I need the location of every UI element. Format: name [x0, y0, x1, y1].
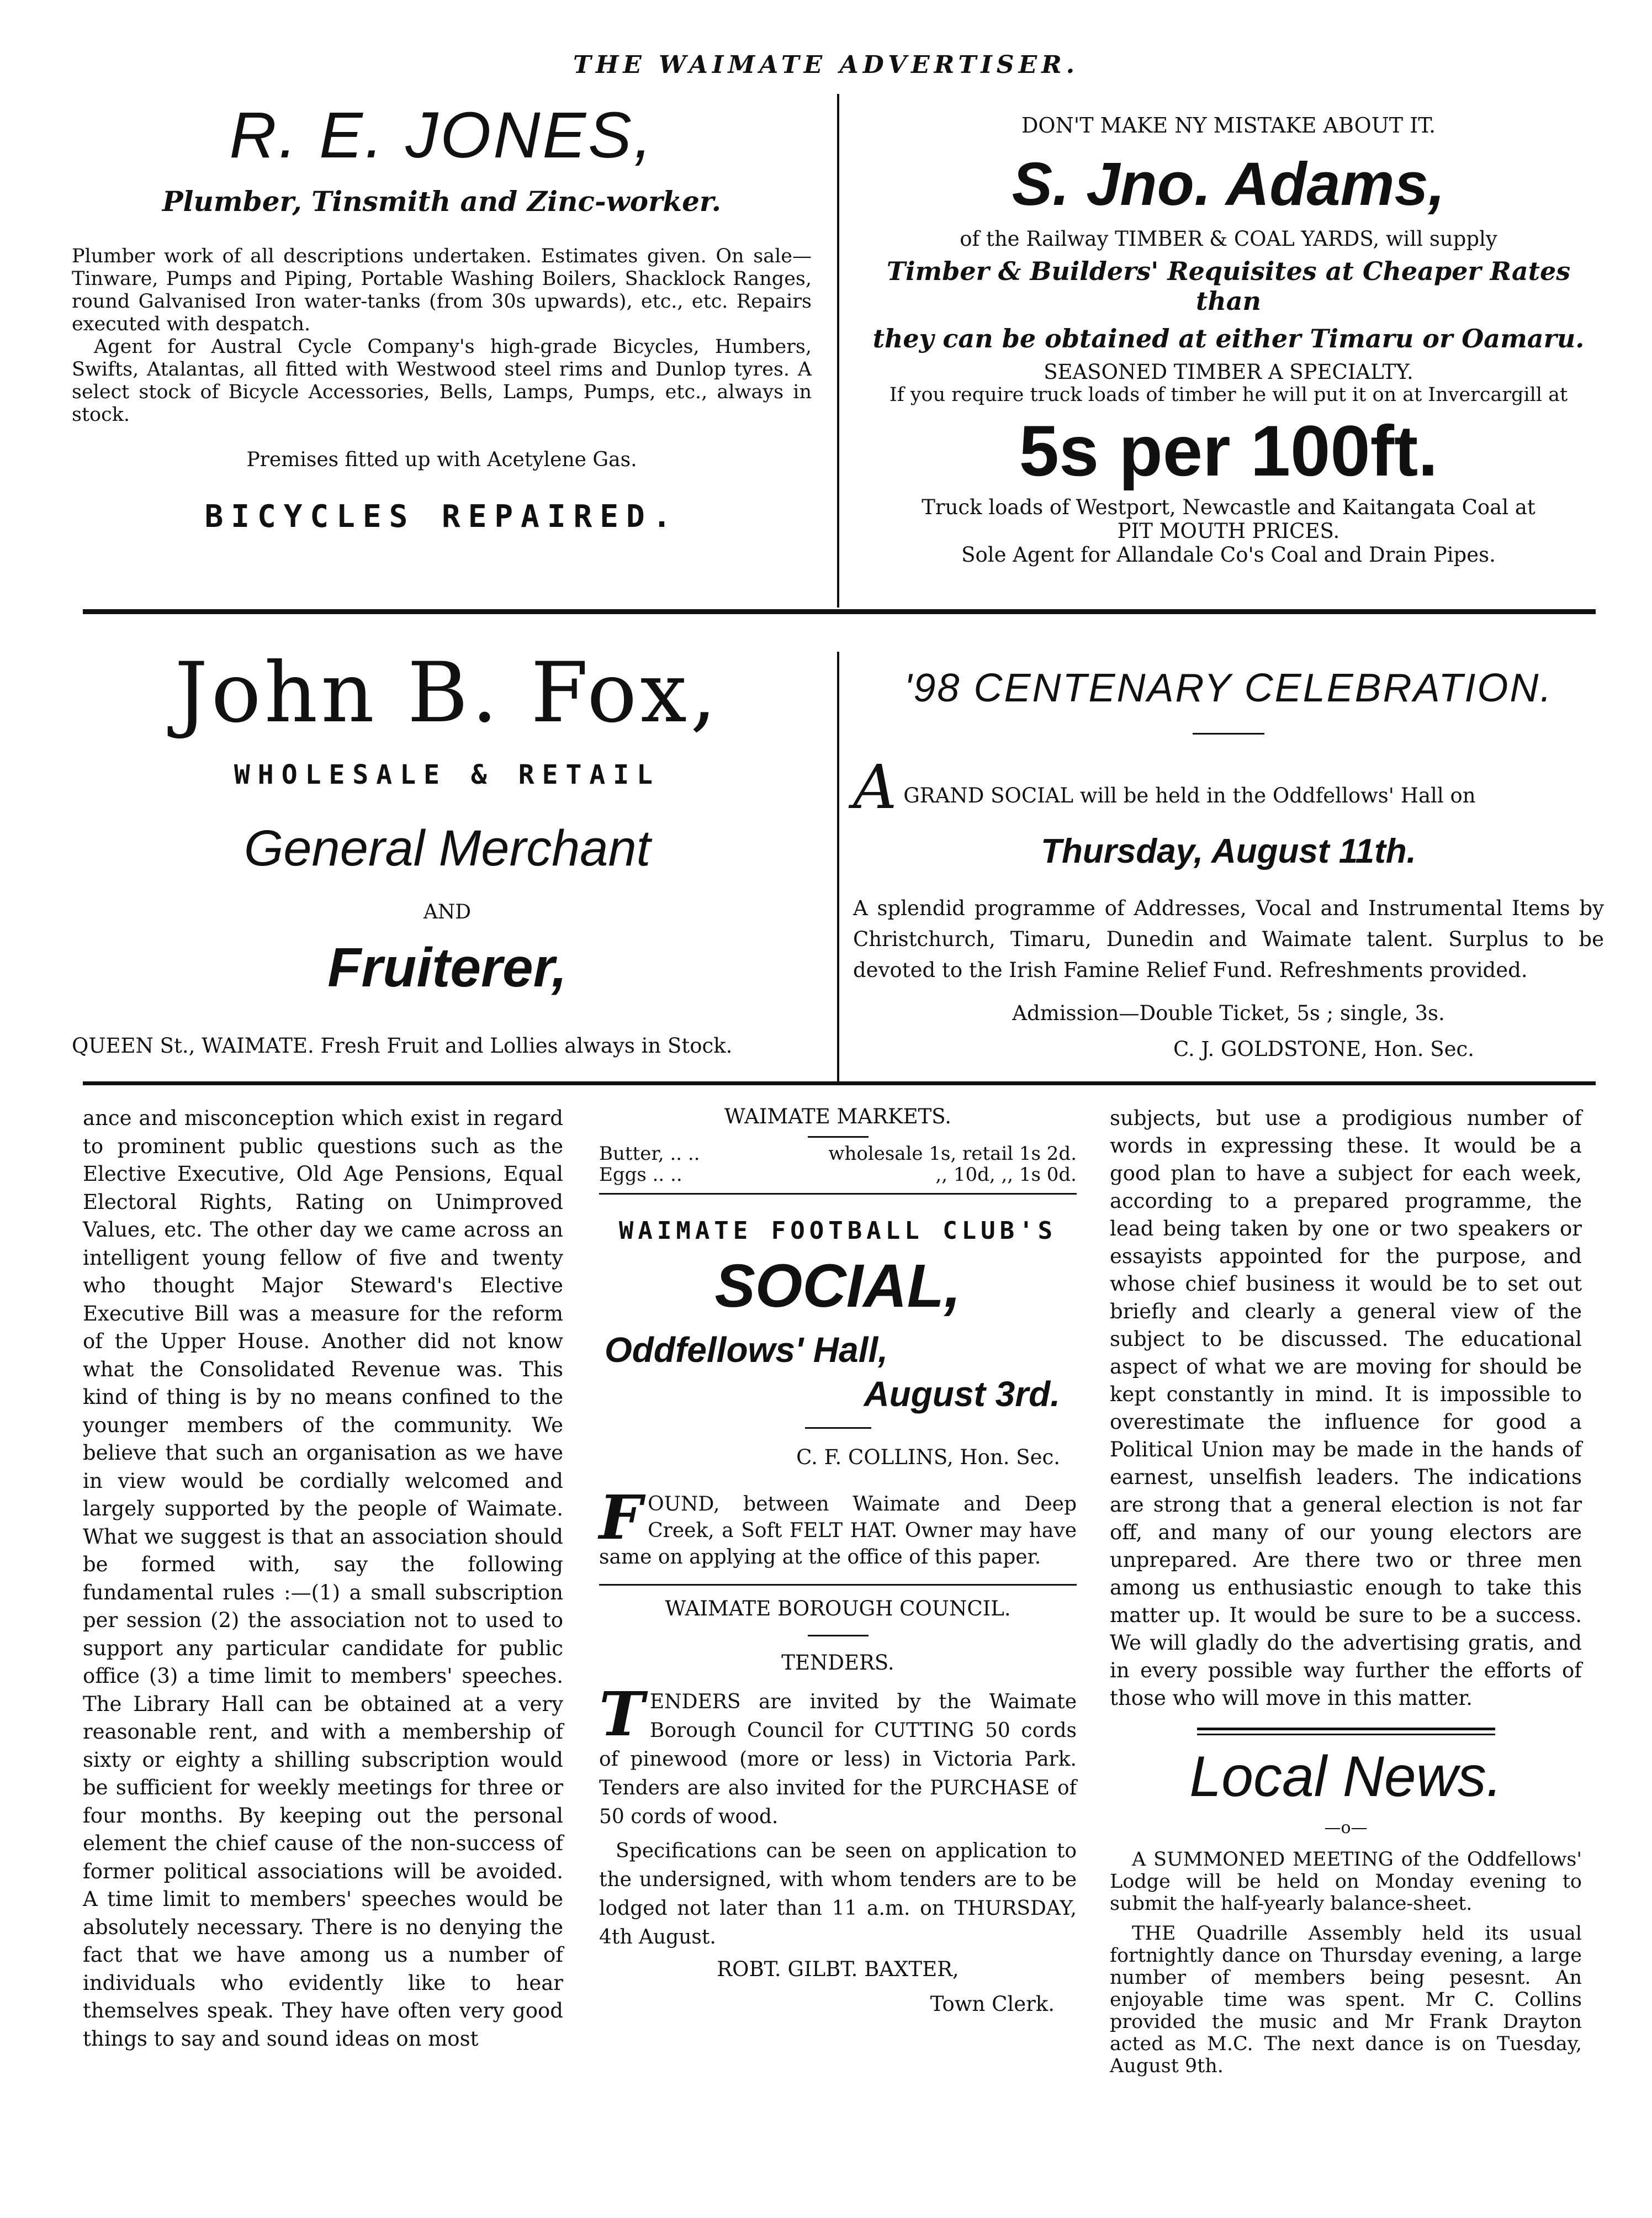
rule [1197, 1734, 1495, 1735]
eggs-label: Eggs .. .. [599, 1164, 682, 1186]
masthead: THE WAIMATE ADVERTISER. [573, 51, 1079, 79]
short-rule [805, 1427, 871, 1429]
fox-general: General Merchant [243, 820, 651, 876]
jones-name: R. E. JONES, [229, 99, 654, 172]
council-title: WAIMATE BOROUGH COUNCIL. [665, 1597, 1011, 1620]
fox-address: QUEEN St., WAIMATE. Fresh Fruit and Lollies always in Stock. [72, 1034, 733, 1058]
jones-para1: Plumber work of all descriptions undertaken. Estimates given. On sale— Tinware, Pumps and Piping, Portable Washing Boilers, Shacklock Ranges, round Galvanised Iron water-tanks (from 30s upwards), etc., etc. Repairs executed with despatch. [72, 245, 812, 335]
centenary-title: '98 CENTENARY CELEBRATION. [904, 666, 1553, 710]
fox-wholesale: WHOLESALE & RETAIL [234, 759, 661, 790]
football-title: WAIMATE FOOTBALL CLUB'S [618, 1217, 1057, 1245]
social-title: SOCIAL, [714, 1252, 961, 1320]
column-divider [837, 94, 839, 608]
rule [599, 1193, 1077, 1195]
short-rule [808, 1136, 869, 1138]
ad-jones [72, 97, 812, 535]
adams-line8: Sole Agent for Allandale Co's Coal and Drain Pipes. [961, 543, 1496, 567]
tenders-title: TENDERS. [781, 1651, 894, 1675]
fox-fruiterer: Fruiterer, [327, 937, 567, 999]
adams-top: DON'T MAKE NY MISTAKE ABOUT IT. [1021, 113, 1436, 138]
fox-name: John B. Fox, [174, 645, 720, 741]
rule [1197, 1728, 1495, 1730]
section-rule [83, 1081, 1596, 1085]
article-text: ance and misconception which exist in regard to prominent public questions such as the Elective Executive, Old Age Pensions, Equal Electoral Rights, Rating on Unimproved Values, etc. The other day we came across an intelligent young fellow of five and twenty who thought Major Steward's Elective Executive Bill was a measure for the reform of the Upper House. Another did not know what the Consolidated Revenue was. This kind of thing is by no means confined to the younger members of the community. We believe that such an organisation as we have in view would be cordially welcomed and largely supported by the people of Waimate. What we suggest is that an association should be formed with, say the following fundamental rules :—(1) a small subscription per session (2) the association not to used to support any particular candidate for public office (3) a time limit to members' speeches. The Library Hall can be obtained at a very reasonable rent, and with a membership of sixty or eighty a shilling subscription would be sufficient for weekly meetings for three or four months. By keeping out the personal element the chief cause of the non-success of former political associations will be avoided. A time limit to members' speeches would be absolutely necessary. There is no denying the fact that we have among us a number of individuals who evidently like to hear themselves speak. They have often very good things to say and sound ideas on most [83, 1106, 563, 2051]
found-notice: OUND, between Waimate and Deep Creek, a Soft FELT HAT. Owner may have same on applying at the office of this paper. [599, 1493, 1077, 1569]
specs-notice: Specifications can be seen on application to the undersigned, with whom tenders are to be lodged not later than 11 a.m. on THURSDAY, 4th August. [599, 1840, 1077, 1948]
social-august: August 3rd. [864, 1374, 1060, 1414]
adams-line2: Timber & Builders' Requisites at Cheaper Rates than [886, 256, 1571, 316]
column-article-1 [83, 1105, 563, 2053]
collins-sign: C. F. COLLINS, Hon. Sec. [796, 1445, 1060, 1469]
column-divider [837, 652, 839, 1082]
short-rule [808, 1635, 869, 1636]
adams-line6: Truck loads of Westport, Newcastle and Kaitangata Coal at [922, 495, 1535, 519]
centenary-dropcap: A [853, 752, 897, 822]
ad-fox [72, 643, 823, 1058]
jones-subtitle: Plumber, Tinsmith and Zinc-worker. [162, 185, 722, 218]
short-rule [1193, 733, 1264, 735]
column-article-3 [1110, 1105, 1582, 2077]
news-item-1: A SUMMONED MEETING of the Oddfellows' Lodge will be held on Monday evening to submit the half-yearly balance-sheet. [1110, 1849, 1582, 1915]
centenary-date: Thursday, August 11th. [1041, 832, 1416, 870]
found-dropcap: F [599, 1482, 643, 1553]
news-item-2: THE Quadrille Assembly held its usual fortnightly dance on Thursday evening, a large number of members being pesesnt. An enjoyable time was spent. Mr C. Collins provided the music and Mr Frank Drayton acted as M.C. The next dance is on Tuesday, August 9th. [1110, 1923, 1582, 2077]
adams-name: S. Jno. Adams, [1012, 150, 1446, 218]
local-news-title: Local News. [1189, 1745, 1502, 1809]
butter-label: Butter, .. .. [599, 1143, 700, 1165]
butter-price: wholesale 1s, retail 1s 2d. [828, 1143, 1077, 1165]
markets-title: WAIMATE MARKETS. [724, 1105, 952, 1128]
baxter-sign: ROBT. GILBT. BAXTER, [717, 1957, 959, 1981]
centenary-admission: Admission—Double Ticket, 5s ; single, 3s. [1012, 1001, 1445, 1025]
centenary-body: A splendid programme of Addresses, Vocal and Instrumental Items by Christchurch, Timaru, Dunedin and Waimate talent. Surplus to be devoted to the Irish Famine Relief Fund. Refreshments provided. [853, 896, 1604, 982]
article-text: subjects, but use a prodigious number of words in expressing these. It would be a good plan to have a subject for each week, according to a prepared programme, the lead being taken by one or two speakers or essayists appointed for the purpose, and whose chief business it would be to set out briefly and clearly a general view of the subject to be discussed. The educational aspect of what we are moving for should be kept constantly in mind. It is impossible to overestimate the influence for good a Political Union may be made in the hands of earnest, unselfish leaders. The indications are strong that a general election is not far off, and many of our young electors are unprepared. Are there two or three men among us enthusiastic enough to take this matter up. It would be sure to be a success. We will gladly do the advertising gratis, and in every possible way further the efforts of those who will move in this matter. [1110, 1106, 1582, 1710]
adams-line1: of the Railway TIMBER & COAL YARDS, will supply [960, 227, 1497, 251]
column-notices [599, 1105, 1077, 2016]
jones-premises: Premises fitted up with Acetylene Gas. [246, 448, 637, 471]
ad-centenary [853, 666, 1604, 1061]
adams-price: 5s per 100ft. [1019, 410, 1438, 491]
rule [599, 1584, 1077, 1586]
centenary-sign: C. J. GOLDSTONE, Hon. Sec. [1173, 1037, 1475, 1061]
clerk-sign: Town Clerk. [930, 1992, 1055, 2016]
adams-line7: PIT MOUTH PRICES. [1117, 519, 1340, 543]
ad-adams [850, 113, 1607, 567]
jones-para2: Agent for Austral Cycle Company's high-grade Bicycles, Humbers, Swifts, Atalantas, all fitted with Westwood steel rims and Dunlop tyres. A select stock of Bicycle Accessories, Bells, Lamps, Pumps, etc., always in stock. [72, 336, 812, 426]
fox-and: AND [423, 901, 472, 923]
jones-bicycles: BICYCLES REPAIRED. [204, 499, 679, 535]
centenary-line1: GRAND SOCIAL will be held in the Oddfellows' Hall on [903, 784, 1476, 807]
eggs-price: ,, 10d, ,, 1s 0d. [935, 1164, 1077, 1186]
adams-line5: If you require truck loads of timber he will put it on at Invercargill at [889, 384, 1568, 406]
tenders-notice: ENDERS are invited by the Waimate Borough Council for CUTTING 50 cords of pinewood (more or less) in Victoria Park. Tenders are also invited for the PURCHASE of 50 cords of wood. [599, 1691, 1077, 1828]
social-hall: Oddfellows' Hall, [605, 1330, 888, 1370]
section-rule [83, 609, 1596, 614]
tenders-dropcap: T [599, 1678, 644, 1750]
adams-line3: they can be obtained at either Timaru or Oamaru. [872, 324, 1585, 353]
local-news-divider: —o— [1324, 1818, 1368, 1837]
adams-line4: SEASONED TIMBER A SPECIALTY. [1044, 360, 1413, 384]
